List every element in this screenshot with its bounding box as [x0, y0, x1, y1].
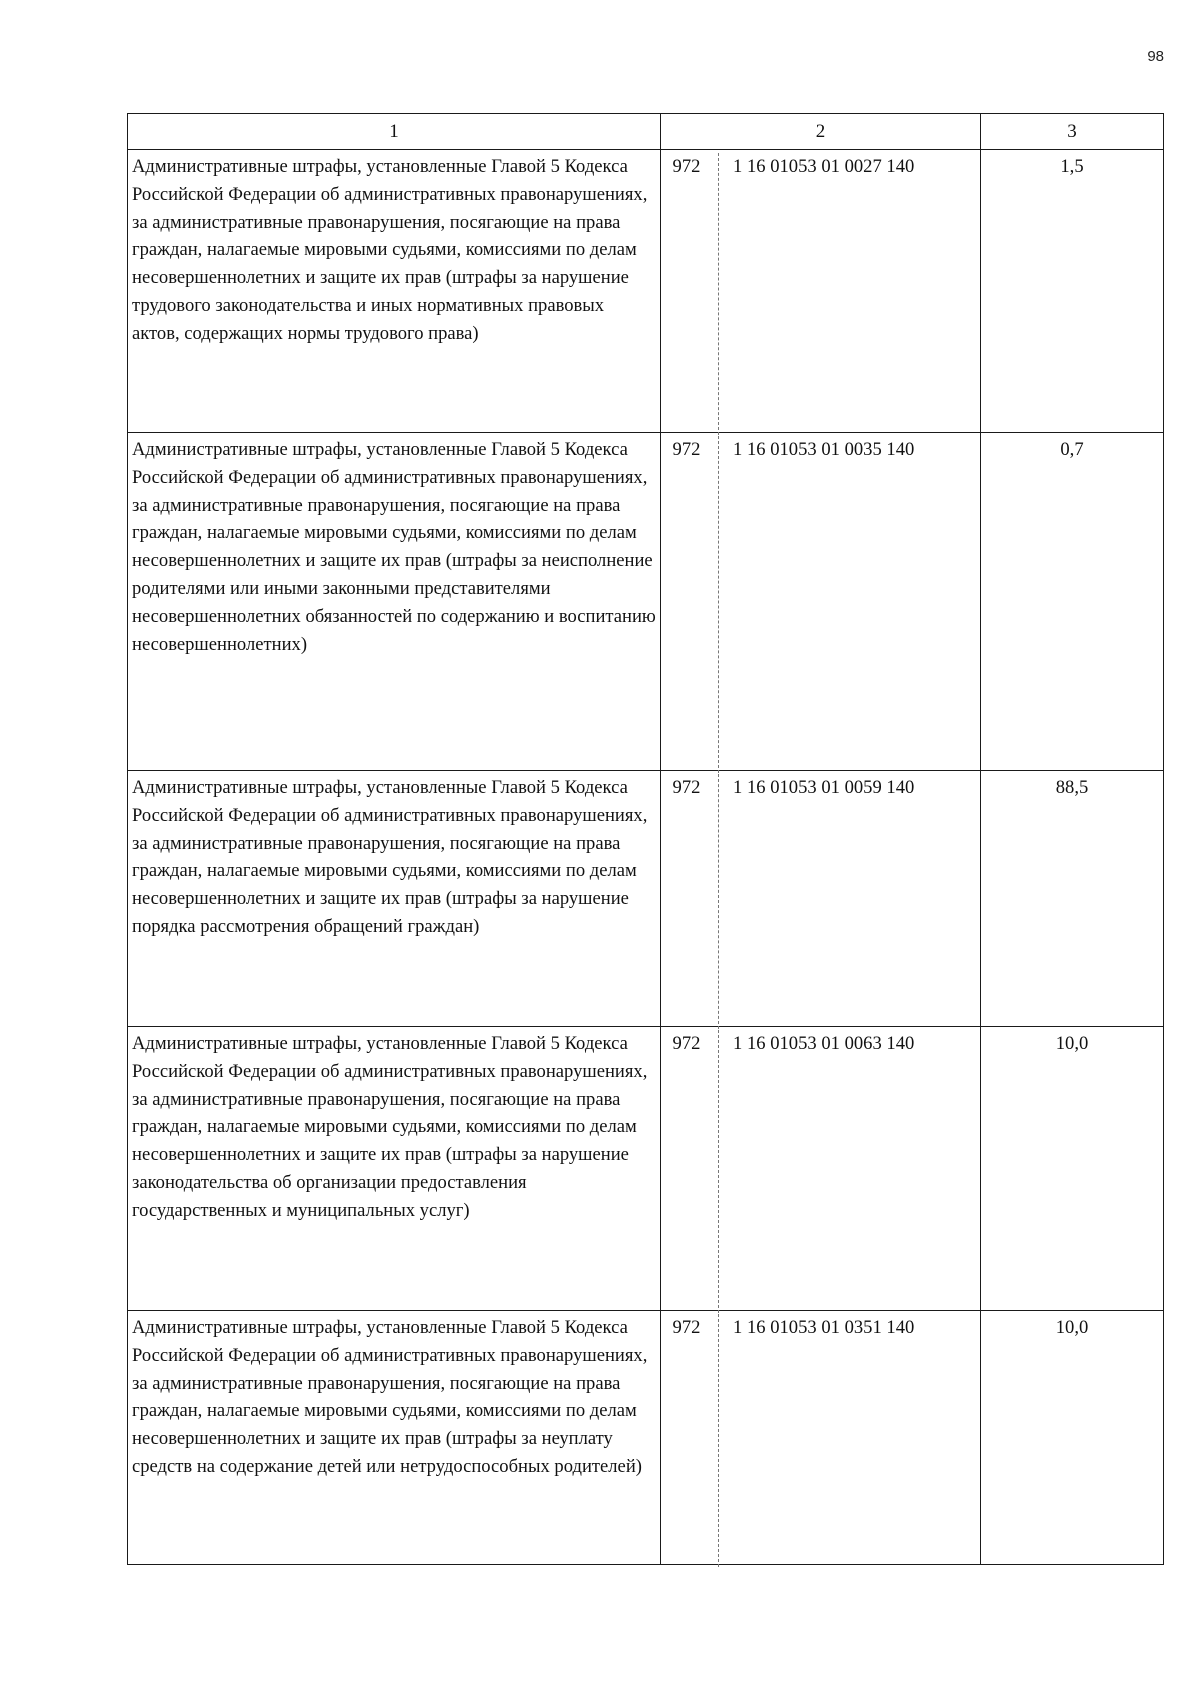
- description-cell: [128, 1311, 661, 1565]
- code-cell: [661, 150, 981, 433]
- description-cell: [128, 433, 661, 771]
- row-description: Административные штрафы, установленные Главой 5 Кодекса Российской Федерации об административных правонарушениях, за административные правонарушения, посягающие на права граждан, налагаемые мировыми судьями, комиссиями по делам несовершеннолетних и защите их прав (штрафы за нарушение порядка рассмотрения обращений граждан): [132, 777, 648, 937]
- table-header: [128, 114, 1164, 150]
- row-amount: 1,5: [1060, 156, 1084, 177]
- fines-table-container: [127, 113, 1163, 1565]
- row-description: Административные штрафы, установленные Главой 5 Кодекса Российской Федерации об административных правонарушениях, за административные правонарушения, посягающие на права граждан, налагаемые мировыми судьями, комиссиями по делам несовершеннолетних и защите их прав (штрафы за нарушение законодательства об организации предоставления государственных и муниципальных услуг): [132, 1033, 648, 1221]
- amount-cell: [981, 150, 1164, 433]
- admin-code: 972: [661, 1030, 719, 1313]
- admin-code: 972: [661, 436, 719, 773]
- table-row: [128, 433, 1164, 771]
- description-cell: [128, 771, 661, 1027]
- header-col-2: 2: [661, 114, 981, 150]
- amount-cell: [981, 1027, 1164, 1311]
- row-amount: 10,0: [1055, 1033, 1089, 1054]
- row-description: Административные штрафы, установленные Главой 5 Кодекса Российской Федерации об административных правонарушениях, за административные правонарушения, посягающие на права граждан, налагаемые мировыми судьями, комиссиями по делам несовершеннолетних и защите их прав (штрафы за неисполнение родителями или иными законными представителями несовершеннолетних обязанностей по содержанию и воспитанию несовершеннолетних): [132, 439, 656, 655]
- table-body: [128, 150, 1164, 1565]
- code-cell: [661, 1027, 981, 1311]
- amount-cell: [981, 433, 1164, 771]
- description-cell: [128, 1027, 661, 1311]
- amount-cell: [981, 1311, 1164, 1565]
- budget-code: 1 16 01053 01 0063 140: [733, 1033, 915, 1054]
- table-row: [128, 150, 1164, 433]
- header-col-1: 1: [128, 114, 661, 150]
- admin-code: 972: [661, 153, 719, 435]
- admin-code: 972: [661, 774, 719, 1029]
- code-cell: [661, 771, 981, 1027]
- budget-code: 1 16 01053 01 0351 140: [733, 1317, 915, 1338]
- budget-code: 1 16 01053 01 0035 140: [733, 439, 915, 460]
- fines-table: [127, 113, 1164, 1565]
- page-number: 98: [1147, 48, 1164, 65]
- row-amount: 88,5: [1055, 777, 1089, 798]
- table-row: [128, 771, 1164, 1027]
- budget-code: 1 16 01053 01 0027 140: [733, 156, 915, 177]
- row-description: Административные штрафы, установленные Главой 5 Кодекса Российской Федерации об административных правонарушениях, за административные правонарушения, посягающие на права граждан, налагаемые мировыми судьями, комиссиями по делам несовершеннолетних и защите их прав (штрафы за нарушение трудового законодательства и иных нормативных правовых актов, содержащих нормы трудового права): [132, 156, 648, 344]
- budget-code: 1 16 01053 01 0059 140: [733, 777, 915, 798]
- code-cell: [661, 433, 981, 771]
- row-description: Административные штрафы, установленные Главой 5 Кодекса Российской Федерации об административных правонарушениях, за административные правонарушения, посягающие на права граждан, налагаемые мировыми судьями, комиссиями по делам несовершеннолетних и защите их прав (штрафы за неуплату средств на содержание детей или нетрудоспособных родителей): [132, 1317, 648, 1477]
- admin-code: 972: [661, 1314, 719, 1567]
- description-cell: [128, 150, 661, 433]
- table-row: [128, 1311, 1164, 1565]
- code-cell: [661, 1311, 981, 1565]
- table-row: [128, 1027, 1164, 1311]
- row-amount: 10,0: [1055, 1317, 1089, 1338]
- amount-cell: [981, 771, 1164, 1027]
- header-col-3: 3: [981, 114, 1164, 150]
- header-row: [128, 114, 1164, 150]
- row-amount: 0,7: [1060, 439, 1084, 460]
